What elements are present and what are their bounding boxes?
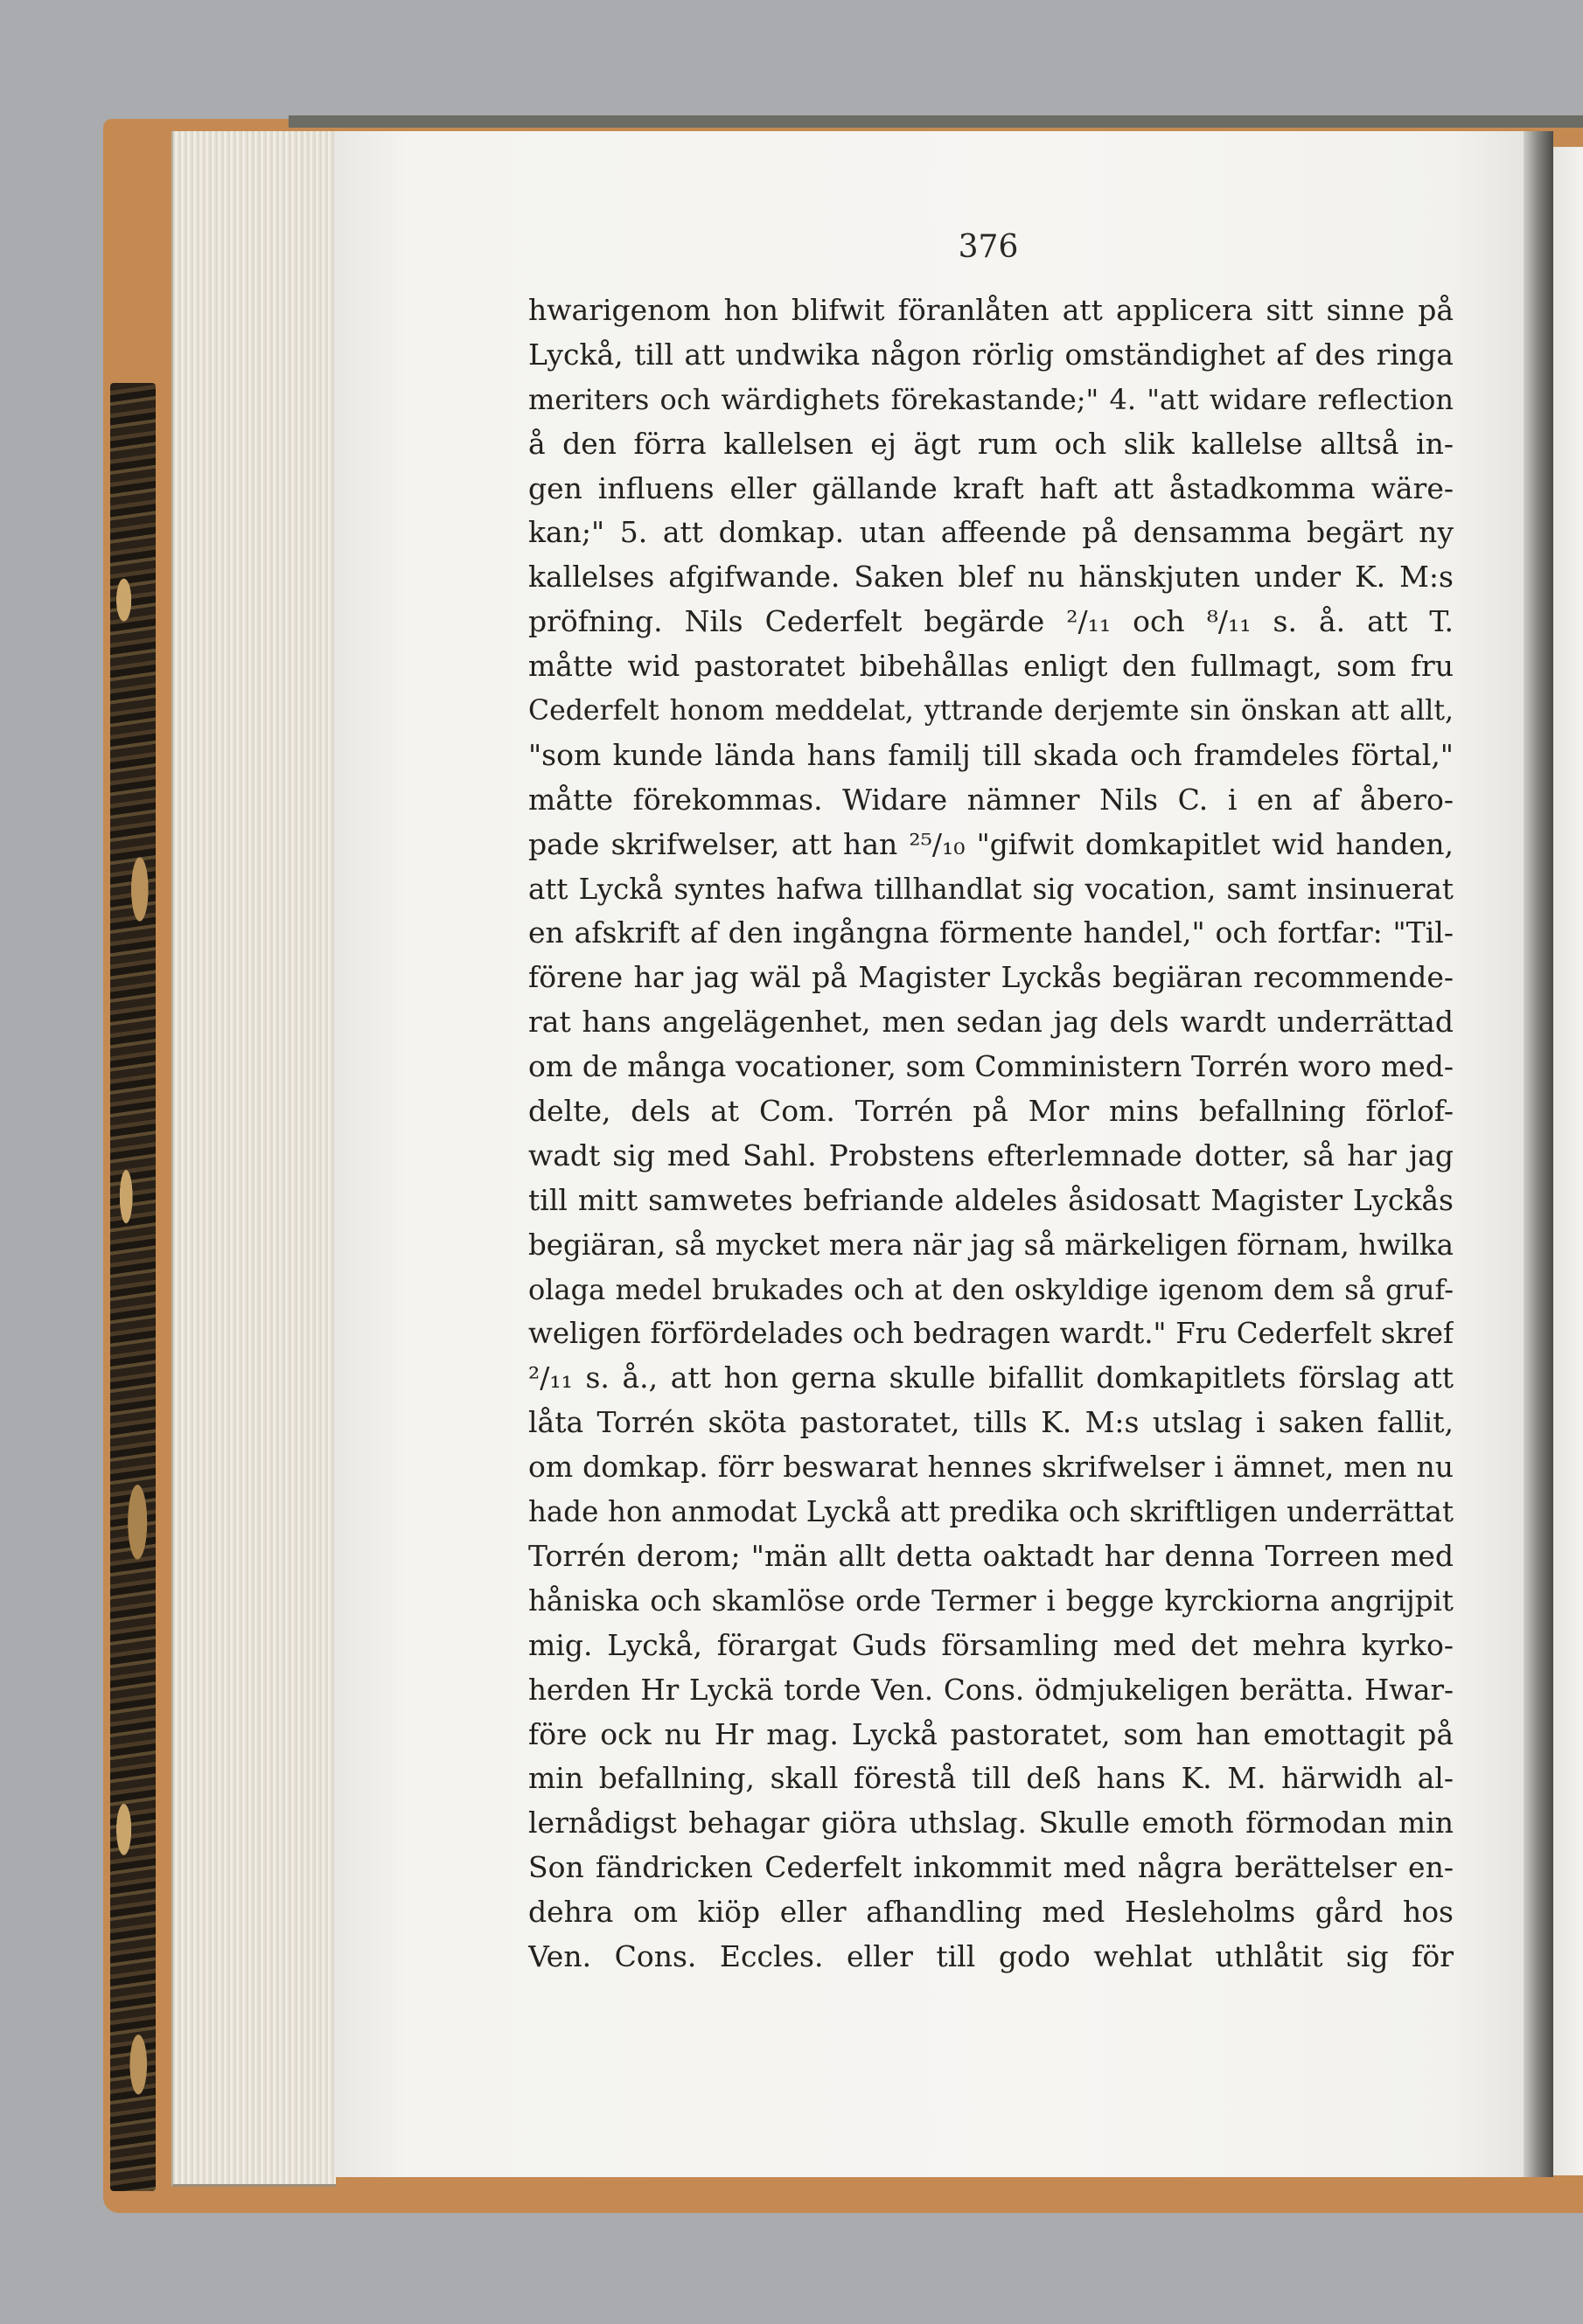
text-line: "som kunde lända hans familj till skada och framdeles förtal," (528, 737, 1454, 772)
text-line: Son fändricken Cederfelt inkommit med några berättelser en- (528, 1850, 1454, 1885)
text-line: håniska och skamlöse orde Termer i begge kyrckiorna angrijpit (528, 1583, 1454, 1618)
text-line: wadt sig med Sahl. Probstens efterlemnade dotter, så har jag (528, 1138, 1454, 1172)
text-line: måtte wid pastoratet bibehållas enligt den fullmagt, som fru (528, 649, 1454, 684)
text-line: om de många vocationer, som Comministern Torrén woro med- (528, 1049, 1454, 1084)
text-line: weligen förfördelades och bedragen wardt." Fru Cederfelt skref (528, 1317, 1454, 1351)
text-line: ²/₁₁ s. å., att hon gerna skulle bifallit domkapitlets förslag att (528, 1360, 1454, 1395)
text-line: en afskrift af den ingångna förmente handel," och fortfar: "Til- (528, 915, 1454, 950)
text-line: om domkap. förr beswarat hennes skrifwelser i ämnet, men nu (528, 1450, 1454, 1485)
text-line: hwarigenom hon blifwit föranlåten att applicera sitt sinne på (528, 293, 1454, 327)
text-line: hade hon anmodat Lyckå att predika och skriftligen underrättat (528, 1495, 1454, 1529)
text-line: pade skrifwelser, att han ²⁵/₁₀ "gifwit domkapitlet wid handen, (528, 826, 1454, 861)
page-number: 376 (958, 229, 1019, 265)
text-line: mig. Lyckå, förargat Guds församling med det mehra kyrko- (528, 1627, 1454, 1662)
facing-page-edge (1553, 147, 1583, 2175)
text-line: gen influens eller gällande kraft haft att åstadkomma wäre- (528, 470, 1454, 505)
text-line: låta Torrén sköta pastoratet, tills K. M:s utslag i saken fallit, (528, 1405, 1454, 1440)
text-line: olaga medel brukades och at den oskyldige igenom dem så gruf- (528, 1272, 1454, 1306)
text-line: å den förra kallelsen ej ägt rum och slik kallelse alltså in- (528, 426, 1454, 461)
text-line: Torrén derom; "män allt detta oaktadt har denna Torreen med (528, 1538, 1454, 1573)
text-line: delte, dels at Com. Torrén på Mor mins befallning förlof- (528, 1094, 1454, 1129)
page-edge-stack (171, 131, 336, 2187)
text-line: pröfning. Nils Cederfelt begärde ²/₁₁ och ⁸/₁₁ s. å. att T. (528, 604, 1454, 639)
text-line: kan;" 5. att domkap. utan affeende på densamma begärt ny (528, 515, 1454, 550)
text-line: rat hans angelägenhet, men sedan jag dels wardt underrättad (528, 1005, 1454, 1040)
book-top-edge (289, 115, 1583, 128)
page-gutter (1524, 131, 1553, 2177)
text-line: min befallning, skall förestå till deß hans K. M. härwidh al- (528, 1761, 1454, 1796)
marbled-spine-edge (110, 383, 156, 2191)
text-line: att Lyckå syntes hafwa tillhandlat sig vocation, samt insinuerat (528, 872, 1454, 906)
text-line: herden Hr Lyckä torde Ven. Cons. ödmjukeligen berätta. Hwar- (528, 1673, 1454, 1707)
text-line: Lyckå, till att undwika någon rörlig omständighet af des ringa (528, 337, 1454, 372)
text-line: kallelses afgifwande. Saken blef nu hänskjuten under K. M:s (528, 560, 1454, 595)
text-line: lernådigst behagar giöra uthslag. Skulle emoth förmodan min (528, 1806, 1454, 1840)
text-line: dehra om kiöp eller afhandling med Hesleholms gård hos (528, 1895, 1454, 1930)
text-line: meriters och wärdighets förekastande;" 4. "att widare reflection (528, 382, 1454, 416)
text-line: måtte förekommas. Widare nämner Nils C. i en af åbero- (528, 782, 1454, 817)
text-line: förene har jag wäl på Magister Lyckås begiäran recommende- (528, 960, 1454, 995)
text-line: före ock nu Hr mag. Lyckå pastoratet, som han emottagit på (528, 1716, 1454, 1751)
body-text (528, 289, 1454, 1980)
text-line: Cederfelt honom meddelat, yttrande derjemte sin önskan att allt, (528, 695, 1454, 727)
text-line: till mitt samwetes befriande aldeles åsidosatt Magister Lyckås (528, 1182, 1454, 1217)
text-line: Ven. Cons. Eccles. eller till godo wehlat uthlåtit sig för (528, 1938, 1454, 1973)
text-line: begiäran, så mycket mera när jag så märkeligen förnam, hwilka (528, 1228, 1454, 1262)
